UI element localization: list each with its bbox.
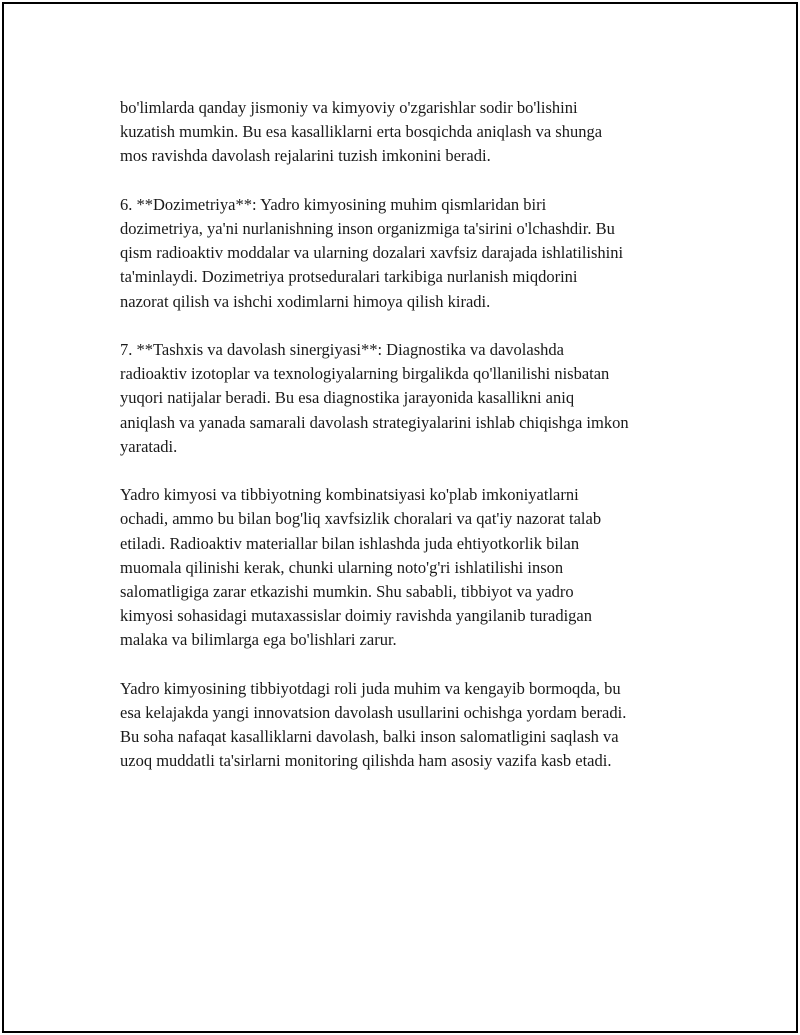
text-line: dozimetriya, ya'ni nurlanishning inson organizmiga ta'sirini o'lchashdir. Bu <box>120 219 615 238</box>
text-line: yaratadi. <box>120 436 178 456</box>
text-line: mos ravishda davolash rejalarini tuzish imkonini beradi. <box>120 146 491 166</box>
text-line: 6. **Dozimetriya**: Yadro kimyosining muhim qismlaridan biri <box>120 194 547 214</box>
page-frame <box>2 2 798 1033</box>
text-line: etiladi. Radioaktiv materiallar bilan ishlashda juda ehtiyotkorlik bilan <box>120 533 580 553</box>
text-line: ochadi, ammo bu bilan bog'liq xavfsizlik choralari va qat'iy nazorat talab <box>120 509 602 529</box>
text-line: kimyosi sohasidagi mutaxassislar doimiy ravishda yangilanib turadigan <box>120 606 593 626</box>
text-line: muomala qilinishi kerak, chunki ularning noto'g'ri ishlatilishi inson <box>120 557 564 577</box>
text-line: 7. **Tashxis va davolash sinergiyasi**: Diagnostika va davolashda <box>120 340 564 359</box>
paragraph-xulosa <box>120 677 700 774</box>
paragraph-kombinatsiya <box>120 483 700 652</box>
text-line: qism radioaktiv moddalar va ularning dozalari xavfsiz darajada ishlatilishini <box>120 243 624 263</box>
text-line: ta'minlaydi. Dozimetriya protseduralari tarkibiga nurlanish miqdorini <box>120 267 578 287</box>
text-line: malaka va bilimlarga ega bo'lishlari zarur. <box>120 630 397 650</box>
text-line: radioaktiv izotoplar va texnologiyalarning birgalikda qo'llanilishi nisbatan <box>120 364 610 384</box>
text-line: kuzatish mumkin. Bu esa kasalliklarni erta bosqichda aniqlash va shunga <box>120 122 603 142</box>
text-line: esa kelajakda yangi innovatsion davolash usullarini ochishga yordam beradi. <box>120 703 627 723</box>
text-line: Yadro kimyosi va tibbiyotning kombinatsiyasi ko'plab imkoniyatlarni <box>120 485 579 505</box>
document-body <box>120 96 700 798</box>
text-line: aniqlash va yanada samarali davolash strategiyalarini ishlab chiqishga imkon <box>120 412 629 432</box>
text-line: yuqori natijalar beradi. Bu esa diagnostika jarayonida kasallikni aniq <box>120 388 575 408</box>
text-line: Yadro kimyosining tibbiyotdagi roli juda muhim va kengayib bormoqda, bu <box>120 678 621 698</box>
paragraph-continuation <box>120 96 700 169</box>
text-line: uzoq muddatli ta'sirlarni monitoring qilishda ham asosiy vazifa kasb etadi. <box>120 751 612 771</box>
paragraph-dozimetriya <box>120 193 700 314</box>
text-line: bo'limlarda qanday jismoniy va kimyoviy o'zgarishlar sodir bo'lishini <box>120 98 578 117</box>
text-line: nazorat qilish va ishchi xodimlarni himoya qilish kiradi. <box>120 291 491 311</box>
text-line: Bu soha nafaqat kasalliklarni davolash, balki inson salomatligini saqlash va <box>120 727 619 747</box>
paragraph-tashxis <box>120 338 700 459</box>
text-line: salomatligiga zarar etkazishi mumkin. Shu sababli, tibbiyot va yadro <box>120 582 574 602</box>
